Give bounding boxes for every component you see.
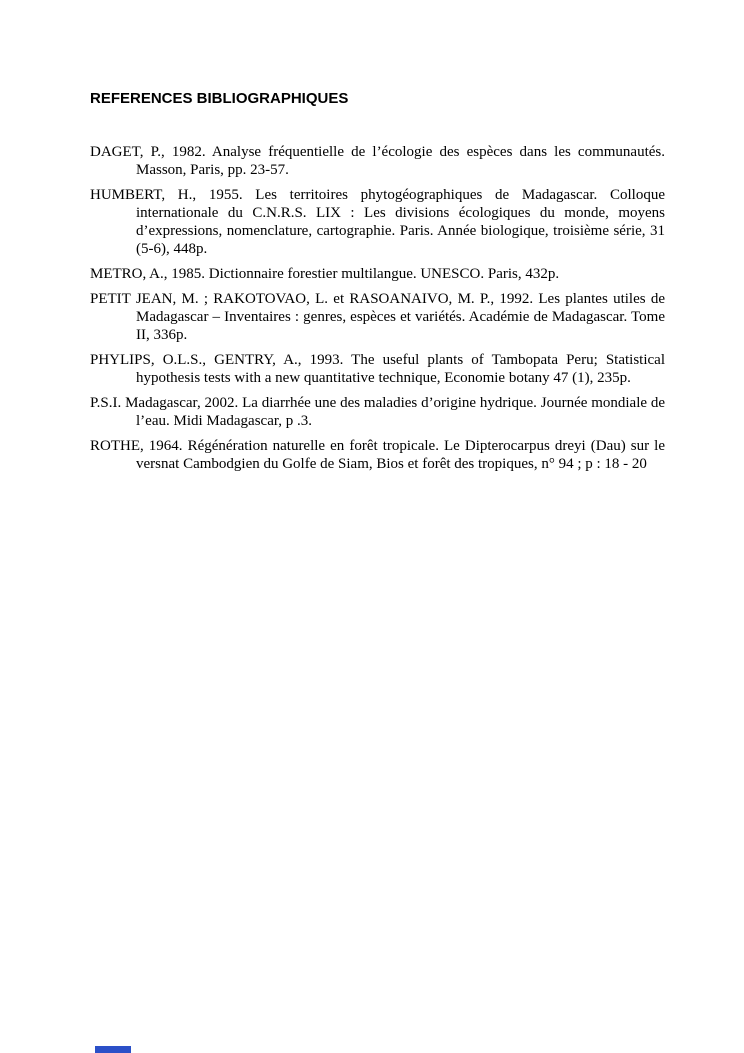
reference-entry: HUMBERT, H., 1955. Les territoires phytogéographiques de Madagascar. Colloque internationale du C.N.R.S. LIX : Les divisions écologiques du monde, moyens d’expressions, nomenclature, cartographie. Paris. Année biologique, troisième série, 31 (5-6), 448p. xyxy=(90,187,665,257)
reference-entry: P.S.I. Madagascar, 2002. La diarrhée une des maladies d’origine hydrique. Journée mondiale de l’eau. Midi Madagascar, p .3. xyxy=(90,395,665,429)
reference-entry: METRO, A., 1985. Dictionnaire forestier multilangue. UNESCO. Paris, 432p. xyxy=(90,266,560,282)
reference-entry: PHYLIPS, O.L.S., GENTRY, A., 1993. The useful plants of Tambopata Peru; Statistical hypothesis tests with a new quantitative technique, Economie botany 47 (1), 235p. xyxy=(90,352,665,386)
reference-entry: ROTHE, 1964. Régénération naturelle en forêt tropicale. Le Dipterocarpus dreyi (Dau) sur le versnat Cambodgien du Golfe de Siam, Bios et forêt des tropiques, n° 94 ; p : 18 - 20 xyxy=(90,438,665,472)
reference-entry: DAGET, P., 1982. Analyse fréquentielle de l’écologie des espèces dans les communautés. Masson, Paris, pp. 23-57. xyxy=(90,144,665,178)
page-title: REFERENCES BIBLIOGRAPHIQUES xyxy=(90,90,349,107)
bottom-blue-bar xyxy=(95,1046,131,1053)
reference-entry: PETIT JEAN, M. ; RAKOTOVAO, L. et RASOANAIVO, M. P., 1992. Les plantes utiles de Madagascar – Inventaires : genres, espèces et variétés. Académie de Madagascar. Tome II, 336p. xyxy=(90,291,665,343)
